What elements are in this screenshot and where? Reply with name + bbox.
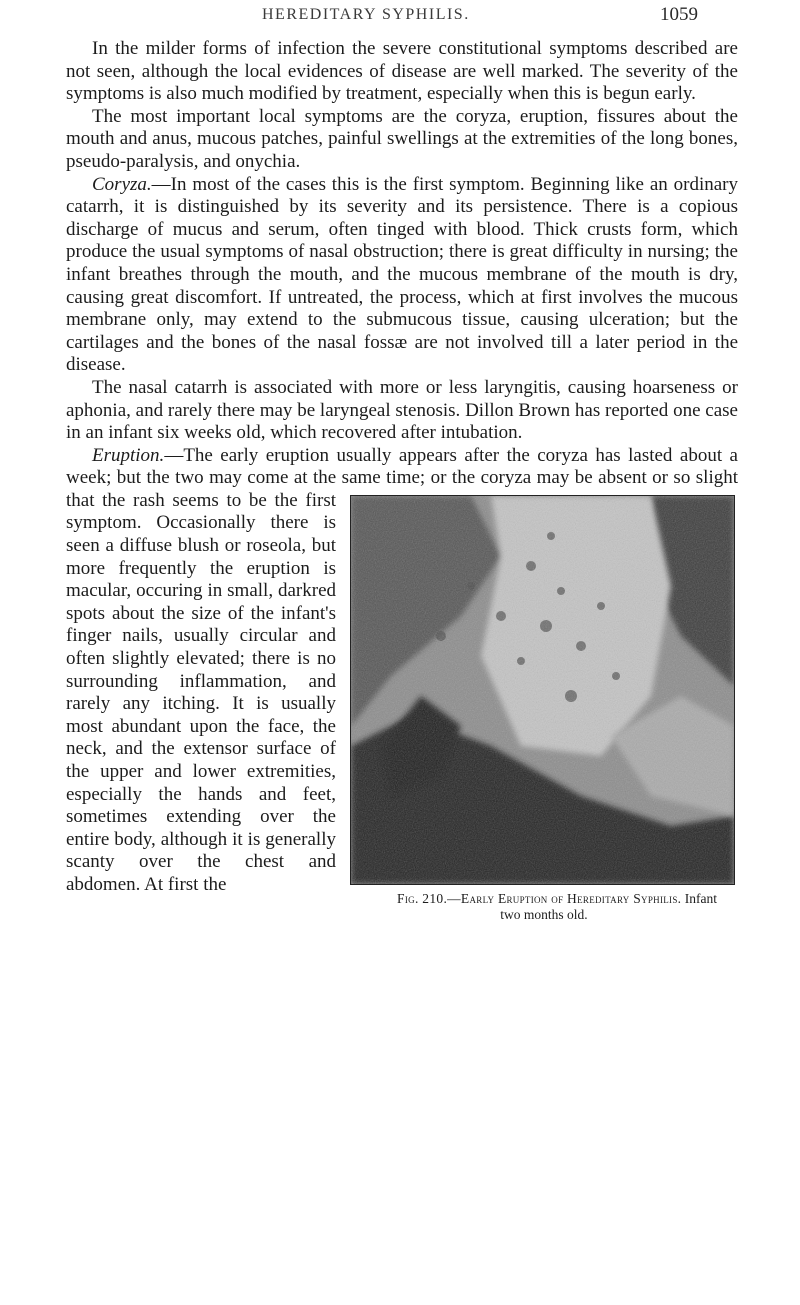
infant-eruption-photo (351, 496, 734, 884)
eruption-heading: Eruption. (92, 444, 165, 466)
eruption-text-rest: coryza may be absent or so slight that the rash seems to be the first symptom. Occasionally there is seen a diffuse blush or roseola, but more frequently the eruption is macular, occuring in small, darkred spots about the size of the infant's finger nails, usually circular and often slightly elevated; there is no surrounding inflammation, and rarely any itching. It is usually most abundant upon the face, the neck, and the extensor surface of the upper and lower extremities, especially the hands and feet, sometimes extending over the entire body, although it is generally scanty over the chest and abdomen. At first the (66, 467, 738, 895)
figure-description: Infant two months old. (500, 890, 717, 922)
figure-photograph (350, 495, 735, 885)
running-header (0, 4, 800, 34)
figure-label: Fig. 210.—Early Eruption of Hereditary Syphilis. (397, 890, 682, 906)
coryza-heading: Coryza. (92, 173, 152, 195)
figure-caption (350, 891, 738, 923)
eruption-text-lead: —The early eruption usually appears after the coryza has lasted about a week; but the two may come at the same time; or the (66, 444, 738, 489)
paragraph-local-symptoms: The most important local symptoms are the coryza, eruption, fissures about the mouth and anus, mucous patches, painful swellings at the extremities of the long bones, pseudo-paralysis, and onychia. (66, 105, 738, 172)
page-body (66, 38, 738, 927)
paragraph-milder-forms: In the milder forms of infection the severe constitutional symptoms described are not seen, although the local evidences of disease are well marked. The severity of the symptoms is also much modified by treatment, especially when this is begun early. (66, 38, 738, 105)
coryza-text: —In most of the cases this is the first symptom. Beginning like an ordinary catarrh, it is distinguished by its severity and its persistence. There is a copious discharge of mucus and serum, often tinged with blood. Thick crusts form, which produce the usual symptoms of nasal obstruction; there is great difficulty in nursing; the infant breathes through the mouth, and the mucous membrane of the mouth is dry, causing great discomfort. If untreated, the process, which at first involves the mucous membrane only, may extend to the submucous tissue, causing ulceration; but the cartilages and the bones of the nasal fossæ are not involved till a later period in the disease. (66, 173, 738, 376)
running-head-title: HEREDITARY SYPHILIS. (262, 6, 470, 23)
figure-210 (350, 495, 738, 923)
paragraph-laryngitis: The nasal catarrh is associated with more or less laryngitis, causing hoarseness or aphonia, and rarely there may be laryngeal stenosis. Dillon Brown has reported one case in an infant six weeks old, which recovered after intubation. (66, 376, 738, 444)
paragraph-eruption (66, 444, 738, 922)
paragraph-coryza (66, 174, 738, 377)
page-number: 1059 (660, 4, 698, 25)
